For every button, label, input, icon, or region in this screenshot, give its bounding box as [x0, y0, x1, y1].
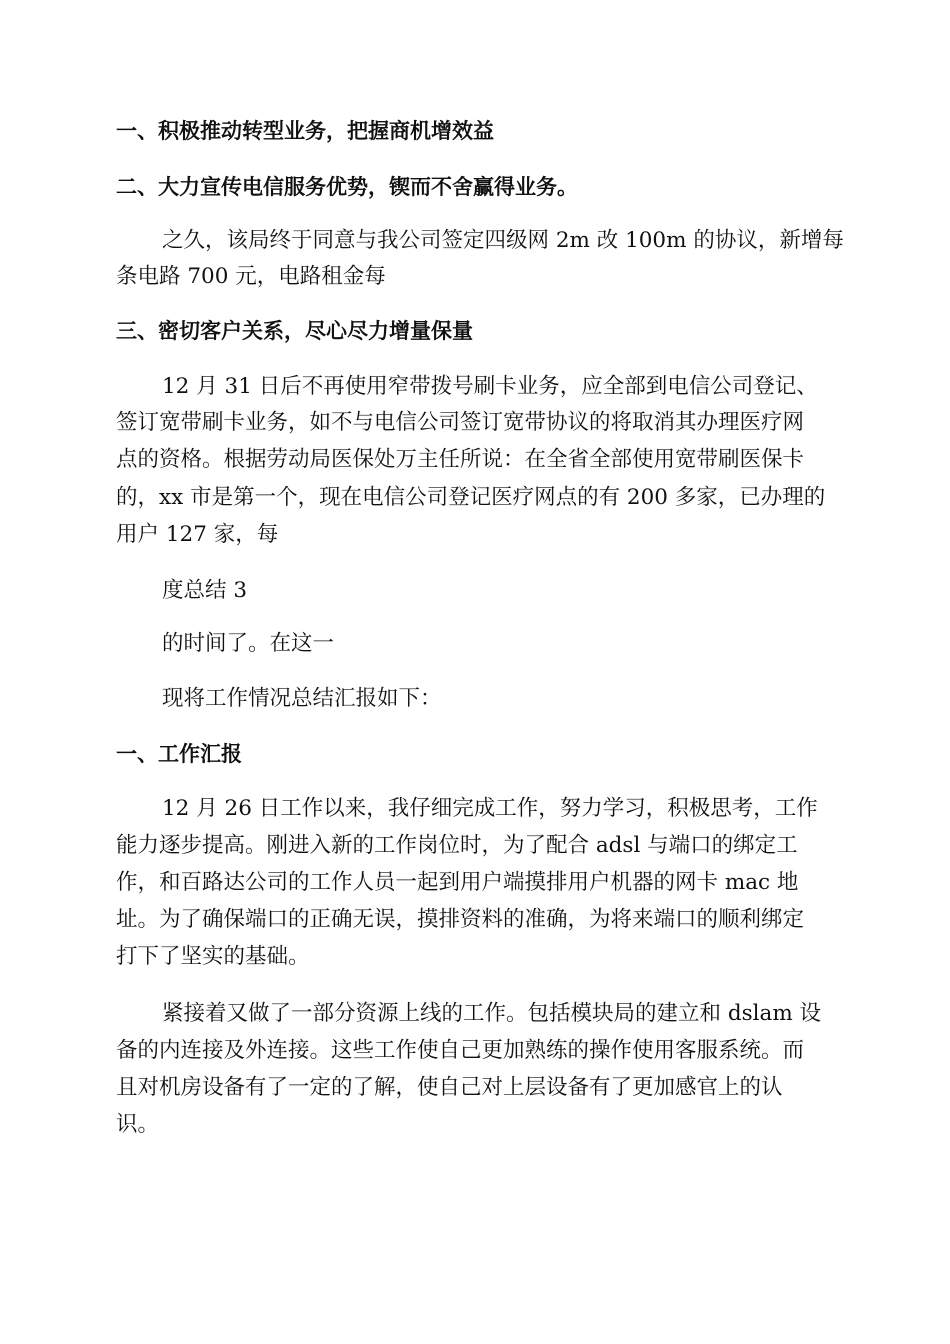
paragraph-2-line-5: 用户 127 家，每 [116, 522, 279, 547]
paragraph-2-line-1: 12 月 31 日后不再使用窄带拨号刷卡业务，应全部到电信公司登记、 [162, 374, 818, 399]
section-heading-1: 一、积极推动转型业务，把握商机增效益 [116, 119, 494, 143]
paragraph-6-line-2: 能力逐步提高。刚进入新的工作岗位时，为了配合 adsl 与端口的绑定工 [116, 833, 798, 858]
paragraph-2-line-2: 签订宽带刷卡业务，如不与电信公司签订宽带协议的将取消其办理医疗网 [116, 410, 805, 435]
paragraph-4: 的时间了。在这一 [162, 631, 335, 656]
paragraph-1-line-2: 条电路 700 元，电路租金每 [116, 264, 386, 289]
section-heading-3: 三、密切客户关系，尽心尽力增量保量 [116, 319, 473, 343]
paragraph-1-line-1: 之久，该局终于同意与我公司签定四级网 2m 改 100m 的协议，新增每 [162, 228, 844, 253]
paragraph-6-line-1: 12 月 26 日工作以来，我仔细完成工作，努力学习，积极思考，工作 [162, 796, 818, 821]
paragraph-6-line-4: 址。为了确保端口的正确无误，摸排资料的准确，为将来端口的顺利绑定 [116, 907, 805, 932]
section-heading-4: 一、工作汇报 [116, 742, 242, 766]
paragraph-7-line-3: 且对机房设备有了一定的了解，使自己对上层设备有了更加感官上的认 [116, 1075, 783, 1100]
paragraph-2-line-3: 点的资格。根据劳动局医保处万主任所说：在全省全部使用宽带刷医保卡 [116, 447, 805, 472]
paragraph-7-line-4: 识。 [116, 1112, 160, 1137]
section-heading-2: 二、大力宣传电信服务优势，锲而不舍赢得业务。 [116, 175, 578, 199]
paragraph-3: 度总结 3 [162, 578, 248, 603]
paragraph-5: 现将工作情况总结汇报如下： [162, 686, 442, 711]
paragraph-7-line-1: 紧接着又做了一部分资源上线的工作。包括模块局的建立和 dslam 设 [162, 1001, 822, 1026]
paragraph-2-line-4: 的，xx 市是第一个，现在电信公司登记医疗网点的有 200 多家，已办理的 [116, 485, 826, 510]
paragraph-6-line-5: 打下了坚实的基础。 [116, 944, 310, 969]
paragraph-6-line-3: 作，和百路达公司的工作人员一起到用户端摸排用户机器的网卡 mac 地 [116, 870, 799, 895]
paragraph-7-line-2: 备的内连接及外连接。这些工作使自己更加熟练的操作使用客服系统。而 [116, 1038, 805, 1063]
